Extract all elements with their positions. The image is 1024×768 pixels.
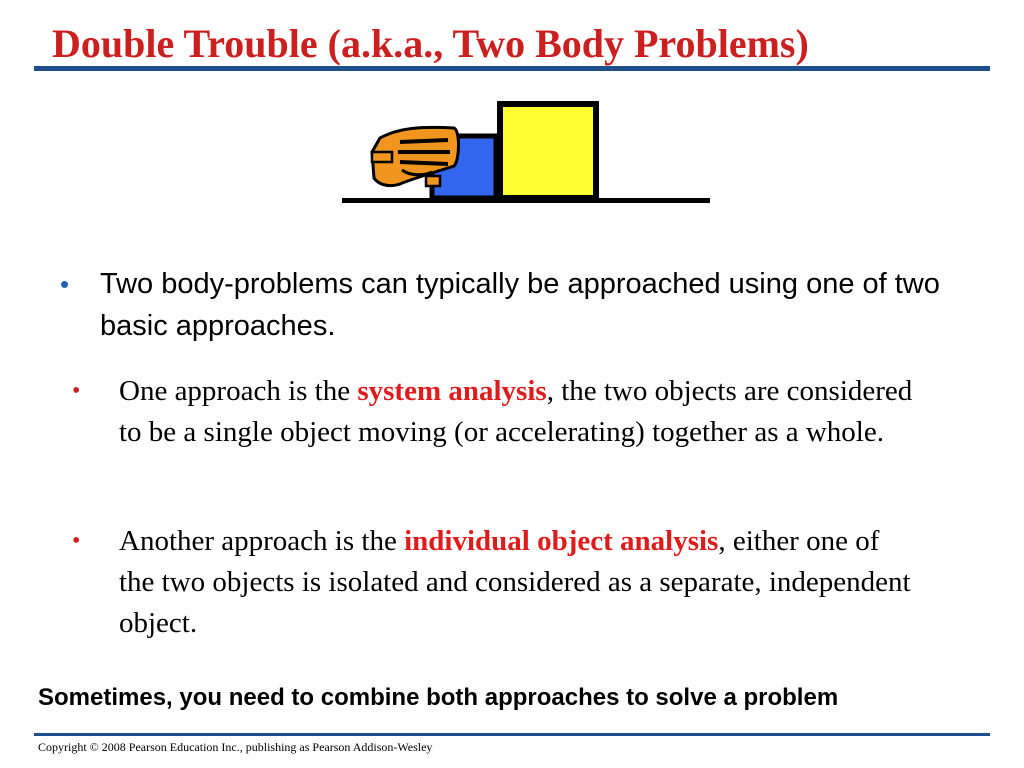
main-bullet-text: Two body-problems can typically be approached using one of two basic approaches.: [100, 268, 940, 342]
highlight-term: system analysis: [357, 375, 547, 407]
main-bullet: [60, 263, 940, 347]
sub-bullet-individual-analysis: [72, 521, 922, 644]
sub-bullet-text: [119, 371, 922, 453]
bullet-marker: •: [60, 269, 70, 299]
sub-bullet-system-analysis: [72, 371, 922, 453]
sub-bullet-lead: Another approach is the: [119, 525, 405, 557]
sub-bullet-rest: , either one of the two objects is isolated and considered as a separate, independent object.: [119, 525, 911, 639]
summary-statement: Sometimes, you need to combine both approaches to solve a problem: [38, 684, 839, 711]
sub-bullet-text: [119, 521, 922, 644]
sub-bullet-rest: , the two objects are considered to be a single object moving (or accelerating) together as a whole.: [119, 375, 913, 448]
footer-divider: [34, 733, 990, 736]
slide-title: Double Trouble (a.k.a., Two Body Problems): [52, 21, 809, 66]
sub-bullet-lead: One approach is the: [119, 375, 358, 407]
highlight-term: individual object analysis: [404, 525, 719, 557]
sub-bullet-marker: •: [72, 378, 81, 404]
copyright-notice: Copyright © 2008 Pearson Education Inc., publishing as Pearson Addison-Wesley: [38, 740, 433, 754]
sub-bullet-marker: •: [72, 528, 81, 554]
